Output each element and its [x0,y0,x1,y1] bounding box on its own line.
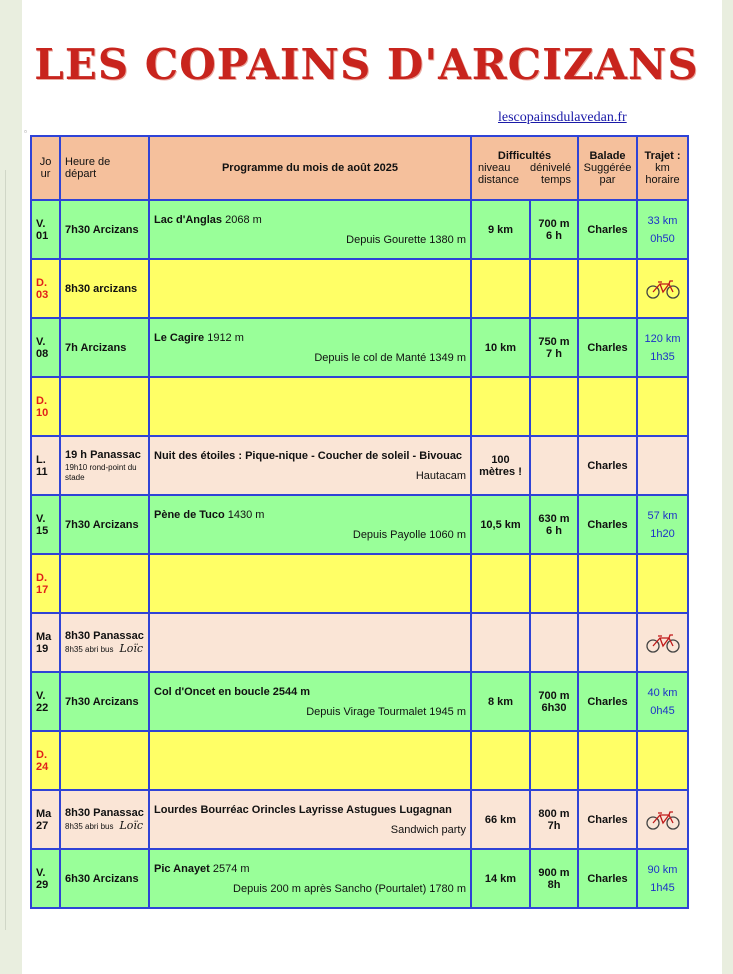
image-marker-icon: ▫ [24,127,27,136]
departure-note: 8h35 abri bus Loïc [65,642,144,655]
day-cell: L. 11 [31,436,60,495]
elevation-cell: 700 m 6h30 [530,672,578,731]
trip-time: 0h50 [650,232,675,245]
sidebar-divider [5,170,6,930]
signature-loic: Loïc [119,642,144,655]
bicycle-icon [645,279,681,299]
bicycle-icon [645,633,681,653]
table-row [31,613,688,672]
program-name: Nuit des étoiles : Pique-nique - Coucher de soleil - Bivouac [154,449,463,462]
suggested-by-cell [578,259,637,318]
program-name: Pic Anayet 2574 m [154,862,250,875]
table-row [31,436,688,495]
departure-cell [60,377,149,436]
departure-cell: 8h30 Panassac 8h35 abri bus Loïc [60,790,149,849]
elevation-cell: 630 m 6 h [530,495,578,554]
trip-cell [637,436,688,495]
table-row [31,377,688,436]
elevation-cell [530,731,578,790]
trip-km: 57 km [647,509,678,522]
departure-cell: 7h Arcizans [60,318,149,377]
elevation-cell [530,436,578,495]
departure-cell: 7h30 Arcizans [60,200,149,259]
program-cell [149,849,471,908]
program-name: Le Cagire 1912 m [154,331,244,344]
elevation-cell [530,554,578,613]
table-row [31,790,688,849]
site-link[interactable]: lescopainsdulavedan.fr [498,110,627,125]
day-cell: V. 29 [31,849,60,908]
header-difficulty: Difficultés niveau dénivelé distance temps [471,136,578,200]
departure-note: 19h10 rond-point du stade [65,462,137,482]
distance-cell: 10,5 km [471,495,530,554]
day-cell: V. 08 [31,318,60,377]
day-cell: V. 15 [31,495,60,554]
suggested-by-cell: Charles [578,436,637,495]
table-header-row [31,136,688,200]
program-cell [149,436,471,495]
distance-cell: 8 km [471,672,530,731]
program-start: Sandwich party [390,823,466,836]
suggested-by-cell [578,377,637,436]
trip-time: 1h35 [650,350,675,363]
program-cell [149,672,471,731]
table-row [31,849,688,908]
trip-km: 33 km [647,214,678,227]
program-start: Depuis le col de Manté 1349 m [314,351,466,364]
day-cell: D. 24 [31,731,60,790]
table-row [31,318,688,377]
trip-cell [637,554,688,613]
departure-cell [60,731,149,790]
program-cell [149,259,471,318]
program-cell [149,495,471,554]
table-row [31,495,688,554]
trip-cell [637,259,688,318]
trip-cell [637,318,688,377]
day-cell: Ma 27 [31,790,60,849]
trip-km: 120 km [644,332,681,345]
table-row [31,200,688,259]
departure-cell: 19 h Panassac 19h10 rond-point du stade [60,436,149,495]
program-cell [149,613,471,672]
suggested-by-cell: Charles [578,200,637,259]
distance-cell: 10 km [471,318,530,377]
program-cell [149,200,471,259]
day-cell: V. 22 [31,672,60,731]
program-start: Depuis Gourette 1380 m [346,233,466,246]
distance-cell [471,259,530,318]
table-row [31,259,688,318]
page-title: LES COPAINS D'ARCIZANS [34,40,699,89]
program-start: Depuis Payolle 1060 m [352,528,466,541]
trip-cell [637,790,688,849]
day-cell: V. 01 [31,200,60,259]
departure-cell: 7h30 Arcizans [60,495,149,554]
program-start: Depuis Virage Tourmalet 1945 m [306,705,466,718]
table-row [31,554,688,613]
departure-cell: 8h30 Panassac 8h35 abri bus Loïc [60,613,149,672]
day-cell: D. 10 [31,377,60,436]
trip-cell [637,200,688,259]
departure-cell [60,554,149,613]
program-name: Lourdes Bourréac Orincles Layrisse Astugues Lugagnan [154,803,452,816]
program-cell [149,318,471,377]
distance-cell: 9 km [471,200,530,259]
elevation-cell: 800 m 7h [530,790,578,849]
suggested-by-cell [578,731,637,790]
program-cell [149,554,471,613]
distance-cell [471,731,530,790]
elevation-cell: 900 m 8h [530,849,578,908]
bicycle-icon [645,810,681,830]
header-program: Programme du mois de août 2025 [149,136,471,200]
trip-time: 1h45 [650,881,675,894]
distance-cell [471,554,530,613]
day-cell: Ma 19 [31,613,60,672]
suggested-by-cell: Charles [578,495,637,554]
program-cell [149,377,471,436]
schedule-table [30,135,689,909]
departure-note: 8h35 abri bus Loïc [65,819,144,832]
departure-cell: 8h30 arcizans [60,259,149,318]
trip-cell [637,495,688,554]
elevation-cell [530,377,578,436]
suggested-by-cell [578,554,637,613]
trip-km: 90 km [647,863,678,876]
distance-cell: 100 mètres ! [471,436,530,495]
day-cell: D. 17 [31,554,60,613]
suggested-by-cell: Charles [578,672,637,731]
trip-cell [637,849,688,908]
distance-cell: 14 km [471,849,530,908]
distance-cell [471,613,530,672]
trip-km: 40 km [647,686,678,699]
day-cell: D. 03 [31,259,60,318]
header-suggested-by: Balade Suggérée par [578,136,637,200]
program-cell [149,731,471,790]
elevation-cell [530,259,578,318]
trip-cell [637,613,688,672]
header-day: Jo ur [31,136,60,200]
distance-cell [471,377,530,436]
departure-cell: 6h30 Arcizans [60,849,149,908]
elevation-cell: 700 m 6 h [530,200,578,259]
suggested-by-cell: Charles [578,849,637,908]
trip-cell [637,377,688,436]
trip-time: 1h20 [650,527,675,540]
suggested-by-cell: Charles [578,790,637,849]
suggested-by-cell: Charles [578,318,637,377]
departure-cell: 7h30 Arcizans [60,672,149,731]
table-row [31,731,688,790]
program-start: Depuis 200 m après Sancho (Pourtalet) 1780 m [233,882,466,895]
trip-time: 0h45 [650,704,675,717]
distance-cell: 66 km [471,790,530,849]
trip-cell [637,731,688,790]
program-start: Hautacam [415,469,466,482]
signature-loic: Loïc [119,819,144,832]
table-row [31,672,688,731]
trip-cell [637,672,688,731]
suggested-by-cell [578,613,637,672]
program-name: Pène de Tuco 1430 m [154,508,265,521]
program-cell [149,790,471,849]
header-trip: Trajet : km horaire [637,136,688,200]
program-name: Col d'Oncet en boucle 2544 m [154,685,311,698]
header-departure: Heure de départ [60,136,149,200]
program-name: Lac d'Anglas 2068 m [154,213,262,226]
elevation-cell [530,613,578,672]
elevation-cell: 750 m 7 h [530,318,578,377]
